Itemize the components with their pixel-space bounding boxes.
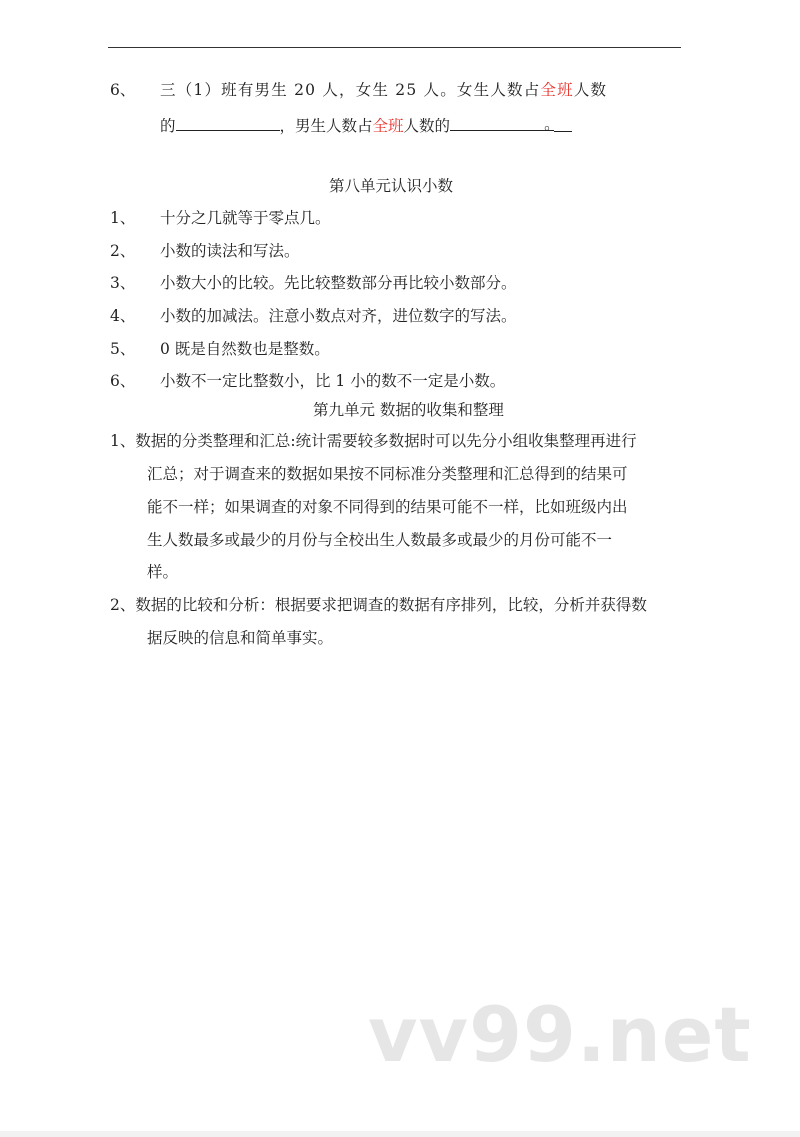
- unit9-p2-line-2: 据反映的信息和简单事实。: [147, 629, 334, 647]
- unit9-p1-line-1: 1、数据的分类整理和汇总:统计需要较多数据时可以先分小组收集整理再进行: [110, 432, 637, 450]
- answer-blank-tail: [544, 115, 572, 133]
- answer-blank-1[interactable]: [176, 114, 280, 131]
- unit8-item-6-number: 6、: [110, 372, 136, 390]
- unit9-title: 第九单元 数据的收集和整理: [313, 401, 504, 419]
- item6-line2-text-c: 人数的: [403, 117, 451, 135]
- unit8-item-2-number: 2、: [110, 242, 136, 260]
- unit8-item-4-number: 4、: [110, 307, 136, 325]
- unit8-item-4-text: 小数的加减法。注意小数点对齐，进位数字的写法。: [160, 307, 517, 325]
- item6-line1-text-a: 三（1）班有男生 20 人，女生 25 人。女生人数占: [160, 81, 541, 99]
- header-rule: [108, 47, 681, 48]
- item6-number: 6、: [110, 81, 136, 99]
- item6-line1-red: 全班: [540, 81, 574, 99]
- item6-line2: [160, 114, 572, 137]
- item6-line2-red: 全班: [372, 117, 404, 135]
- answer-blank-2[interactable]: [450, 114, 554, 131]
- unit9-p1-line-4: 生人数最多或最少的月份与全校出生人数最多或最少的月份可能不一: [147, 531, 613, 549]
- unit8-item-3-number: 3、: [110, 274, 136, 292]
- item6-line2-end: 。: [544, 115, 560, 133]
- unit8-item-3-text: 小数大小的比较。先比较整数部分再比较小数部分。: [160, 274, 517, 292]
- watermark-logo: vv99.net: [368, 990, 752, 1079]
- item6-line2-text-a: 的: [160, 117, 176, 135]
- unit8-item-5-number: 5、: [110, 340, 136, 358]
- item6-line2-text-b: ，男生人数占: [279, 117, 373, 135]
- page-bottom-edge: [0, 1131, 800, 1137]
- unit9-p2-line-1: 2、数据的比较和分析：根据要求把调查的数据有序排列，比较，分析并获得数: [110, 596, 647, 614]
- unit8-item-2-text: 小数的读法和写法。: [160, 242, 300, 260]
- unit9-p1-line-3: 能不一样；如果调查的对象不同得到的结果可能不一样，比如班级内出: [147, 498, 628, 516]
- unit8-item-1-number: 1、: [110, 209, 136, 227]
- unit8-item-6-text: 小数不一定比整数小，比 1 小的数不一定是小数。: [160, 372, 506, 390]
- item6-line1-text-b: 人数: [573, 81, 608, 99]
- unit9-p1-line-5: 样。: [147, 563, 179, 581]
- unit8-item-1-text: 十分之几就等于零点几。: [160, 209, 331, 227]
- unit8-item-5-text: 0 既是自然数也是整数。: [160, 340, 330, 358]
- item6-line1: [160, 79, 607, 101]
- unit8-title: 第八单元认识小数: [329, 177, 454, 195]
- unit9-p1-line-2: 汇总；对于调查来的数据如果按不同标准分类整理和汇总得到的结果可: [147, 465, 628, 483]
